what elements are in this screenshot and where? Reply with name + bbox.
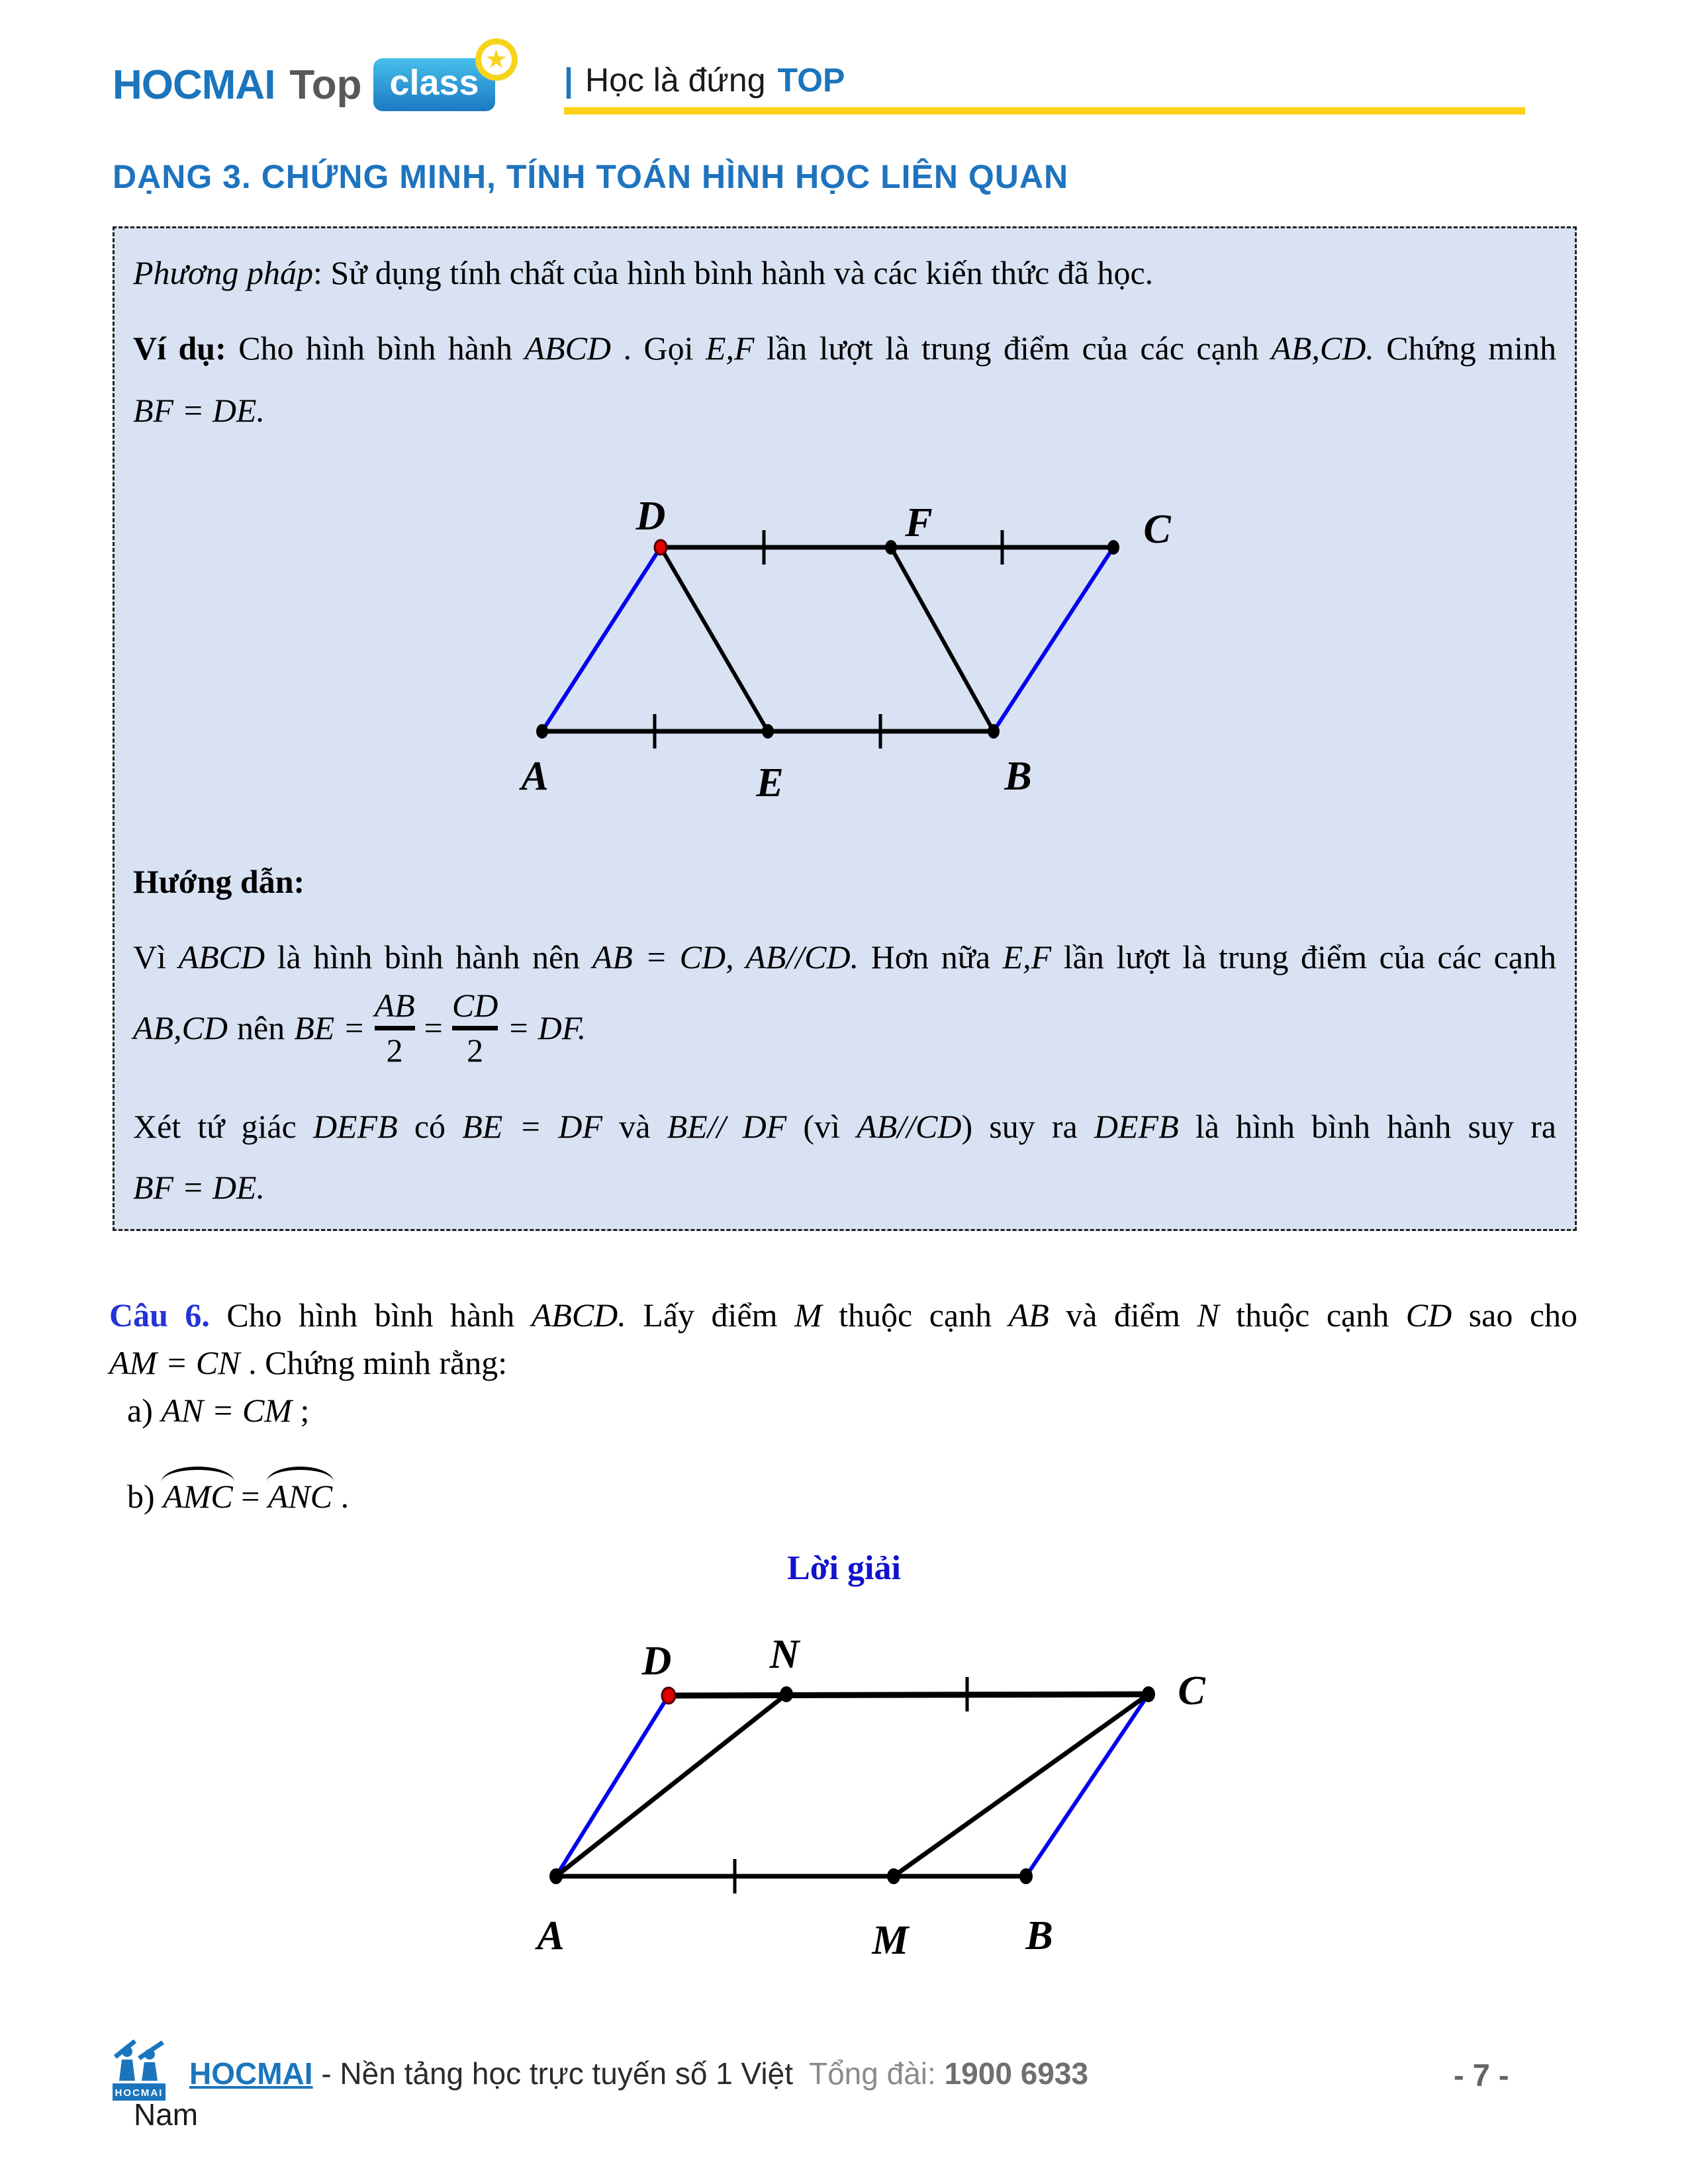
q-run: Cho hình bình hành xyxy=(209,1297,532,1334)
hotline-label: Tổng đài: xyxy=(809,2056,945,2091)
p2-run: (vì xyxy=(786,1108,857,1145)
q-run: sao cho xyxy=(1452,1297,1578,1334)
label-M: M xyxy=(872,1918,909,1959)
p1-run: lần lượt là trung điểm của các cạnh xyxy=(1051,938,1556,976)
hocmai-link[interactable]: HOCMAI xyxy=(189,2056,313,2091)
math-ef: E,F xyxy=(1002,938,1052,976)
side-DC xyxy=(669,1694,1149,1696)
math-be-df: BE = DF xyxy=(462,1108,603,1145)
solution-paragraph-1 xyxy=(133,938,1556,977)
math-ab-cd: AB = CD, AB//CD. xyxy=(592,938,859,976)
frac-run: nên xyxy=(237,1009,285,1046)
point-E xyxy=(762,724,774,739)
footer-slogan: - Nền tảng học trực tuyến số 1 Việt xyxy=(312,2056,793,2091)
label-C: C xyxy=(1178,1668,1205,1713)
item-b-end: . xyxy=(332,1478,350,1515)
math-ef: E,F xyxy=(705,330,755,367)
solution-paragraph-2 xyxy=(133,1107,1556,1146)
angle-anc: ANC xyxy=(267,1478,333,1515)
hotline-number: 1900 6933 xyxy=(944,2056,1089,2091)
math-df: = DF. xyxy=(507,1009,586,1046)
logo-hocmai-text: HOCMAI xyxy=(113,62,275,108)
example-run: . Gọi xyxy=(611,330,706,367)
question-item-b xyxy=(127,1477,349,1516)
p1-run: Vì xyxy=(133,938,179,976)
point-D-red xyxy=(655,540,667,555)
method-text: : Sử dụng tính chất của hình bình hành và các kiến thức đã học. xyxy=(313,254,1154,291)
bf-de-line-1: BF = DE. xyxy=(133,392,265,429)
math-be: BE = xyxy=(294,1009,365,1046)
side-AD xyxy=(542,547,661,731)
math-be-par-df: BE// DF xyxy=(667,1108,787,1145)
math-m: M xyxy=(794,1297,822,1334)
frac-numerator: AB xyxy=(374,987,415,1024)
math-am-cn: AM = CN xyxy=(109,1344,240,1381)
p2-run: ) suy ra xyxy=(961,1108,1094,1145)
math-abcd: ABCD xyxy=(178,938,265,976)
frac-denominator: 2 xyxy=(467,1031,484,1069)
math-cd: CD xyxy=(1405,1297,1452,1334)
question-6-line-2 xyxy=(109,1343,1577,1382)
p2-run: Xét tứ giác xyxy=(133,1108,313,1145)
tagline-top: TOP xyxy=(777,62,845,99)
diagram1-svg xyxy=(492,473,1194,804)
point-A xyxy=(536,724,548,739)
segment-AN xyxy=(556,1694,786,1876)
side-AD xyxy=(556,1696,669,1876)
tagline-pipe: | xyxy=(564,62,573,99)
method-line xyxy=(133,253,1556,293)
question-label: Câu 6. xyxy=(109,1297,210,1334)
p1-run: Hơn nữa xyxy=(859,938,1003,976)
logo-class-text: class xyxy=(389,63,479,103)
point-D-red xyxy=(662,1688,675,1704)
p2-run: có xyxy=(397,1108,463,1145)
math-ab: AB xyxy=(1008,1297,1049,1334)
label-E: E xyxy=(756,760,784,804)
figure-body-left xyxy=(119,2060,135,2081)
method-box xyxy=(113,226,1577,1231)
side-BC xyxy=(994,547,1113,731)
math-defb: DEFB xyxy=(1094,1108,1179,1145)
frac-numerator: CD xyxy=(451,987,498,1024)
label-B: B xyxy=(1025,1913,1053,1958)
point-M xyxy=(887,1868,900,1884)
label-B: B xyxy=(1004,754,1032,799)
example-run: Chứng minh xyxy=(1374,330,1557,367)
logo-class-badge xyxy=(373,47,506,111)
point-B xyxy=(988,724,1000,739)
star-icon: ★ xyxy=(481,44,512,75)
point-N xyxy=(780,1686,793,1702)
logo-band-text: HOCMAI xyxy=(115,2087,164,2099)
angle-amc: AMC xyxy=(163,1478,233,1515)
equals-sign: = xyxy=(424,1009,443,1046)
math-an-cm: AN = CM xyxy=(161,1392,292,1429)
q-run: thuộc cạnh xyxy=(821,1297,1009,1334)
diagram2-svg xyxy=(516,1615,1225,1959)
hocmai-topclass-logo xyxy=(113,47,506,111)
math-defb: DEFB xyxy=(312,1108,398,1145)
p2-run: và xyxy=(602,1108,667,1145)
footer-text xyxy=(189,2056,1088,2091)
section-title: DẠNG 3. CHỨNG MINH, TÍNH TOÁN HÌNH HỌC LIÊN QUAN xyxy=(113,158,1069,195)
item-a-end: ; xyxy=(291,1392,310,1429)
page-number: - 7 - xyxy=(1454,2058,1509,2093)
method-label: Phương pháp xyxy=(133,254,313,291)
example-run: Cho hình bình hành xyxy=(226,330,525,367)
label-A: A xyxy=(521,754,549,799)
side-BC xyxy=(1026,1694,1149,1876)
bf-de-line-2: BF = DE. xyxy=(133,1169,265,1206)
p2-run: là hình bình hành suy ra xyxy=(1178,1108,1556,1145)
label-D: D xyxy=(635,494,666,539)
item-a-label: a) xyxy=(127,1392,162,1429)
question-6-line-1 xyxy=(109,1296,1577,1334)
point-C xyxy=(1107,540,1119,555)
question-item-a xyxy=(127,1391,309,1430)
diagram-parallelogram-abcd-mn xyxy=(516,1615,1225,1959)
q-run: . Chứng minh rằng: xyxy=(240,1344,508,1381)
segment-MC xyxy=(894,1694,1149,1876)
item-b-label: b) xyxy=(127,1478,164,1515)
tagline-text: Học là đứng xyxy=(585,62,766,99)
star-badge-icon xyxy=(475,38,518,81)
frac-denominator: 2 xyxy=(386,1031,403,1069)
figure-body-right xyxy=(142,2062,158,2081)
point-F xyxy=(885,540,897,555)
item-b-equals: = xyxy=(232,1478,268,1515)
math-abcd: AB,CD xyxy=(133,1009,228,1046)
diagram-parallelogram-abcd-ef xyxy=(492,473,1194,804)
label-D: D xyxy=(641,1639,672,1684)
math-abcd2: AB,CD. xyxy=(1271,330,1374,367)
example-label: Ví dụ: xyxy=(133,330,226,367)
label-F: F xyxy=(905,500,933,545)
label-A: A xyxy=(537,1913,565,1958)
footer-slogan-wrap: Nam xyxy=(134,2097,199,2132)
fraction-bar xyxy=(375,1026,415,1030)
fraction-ab-2 xyxy=(375,988,415,1068)
math-abcd: ABCD xyxy=(524,330,612,367)
solution-heading: Lời giải xyxy=(787,1549,901,1587)
point-B xyxy=(1019,1868,1033,1884)
math-ab-par-cd: AB//CD xyxy=(857,1108,962,1145)
segment-FB xyxy=(891,547,994,731)
point-C xyxy=(1142,1686,1155,1702)
q-run: thuộc cạnh xyxy=(1219,1297,1406,1334)
math-n: N xyxy=(1197,1297,1219,1334)
p1-run: là hình bình hành nên xyxy=(265,938,592,976)
segment-DE xyxy=(661,547,768,731)
label-N: N xyxy=(769,1632,800,1677)
fraction-line xyxy=(133,988,1556,1068)
q-run: Lấy điểm xyxy=(626,1297,794,1334)
brand-tagline xyxy=(564,61,845,99)
huongdan-label: Hướng dẫn: xyxy=(133,863,305,900)
example-run: lần lượt là trung điểm của các cạnh xyxy=(754,330,1272,367)
math-abcd: ABCD. xyxy=(531,1297,626,1334)
label-C: C xyxy=(1143,507,1171,552)
logo-top-text: Top xyxy=(289,62,362,108)
example-line xyxy=(133,329,1556,368)
header-yellow-rule xyxy=(564,107,1525,114)
fraction-bar xyxy=(452,1026,498,1030)
q-run: và điểm xyxy=(1049,1297,1197,1334)
point-A xyxy=(549,1868,563,1884)
fraction-cd-2 xyxy=(452,988,498,1068)
